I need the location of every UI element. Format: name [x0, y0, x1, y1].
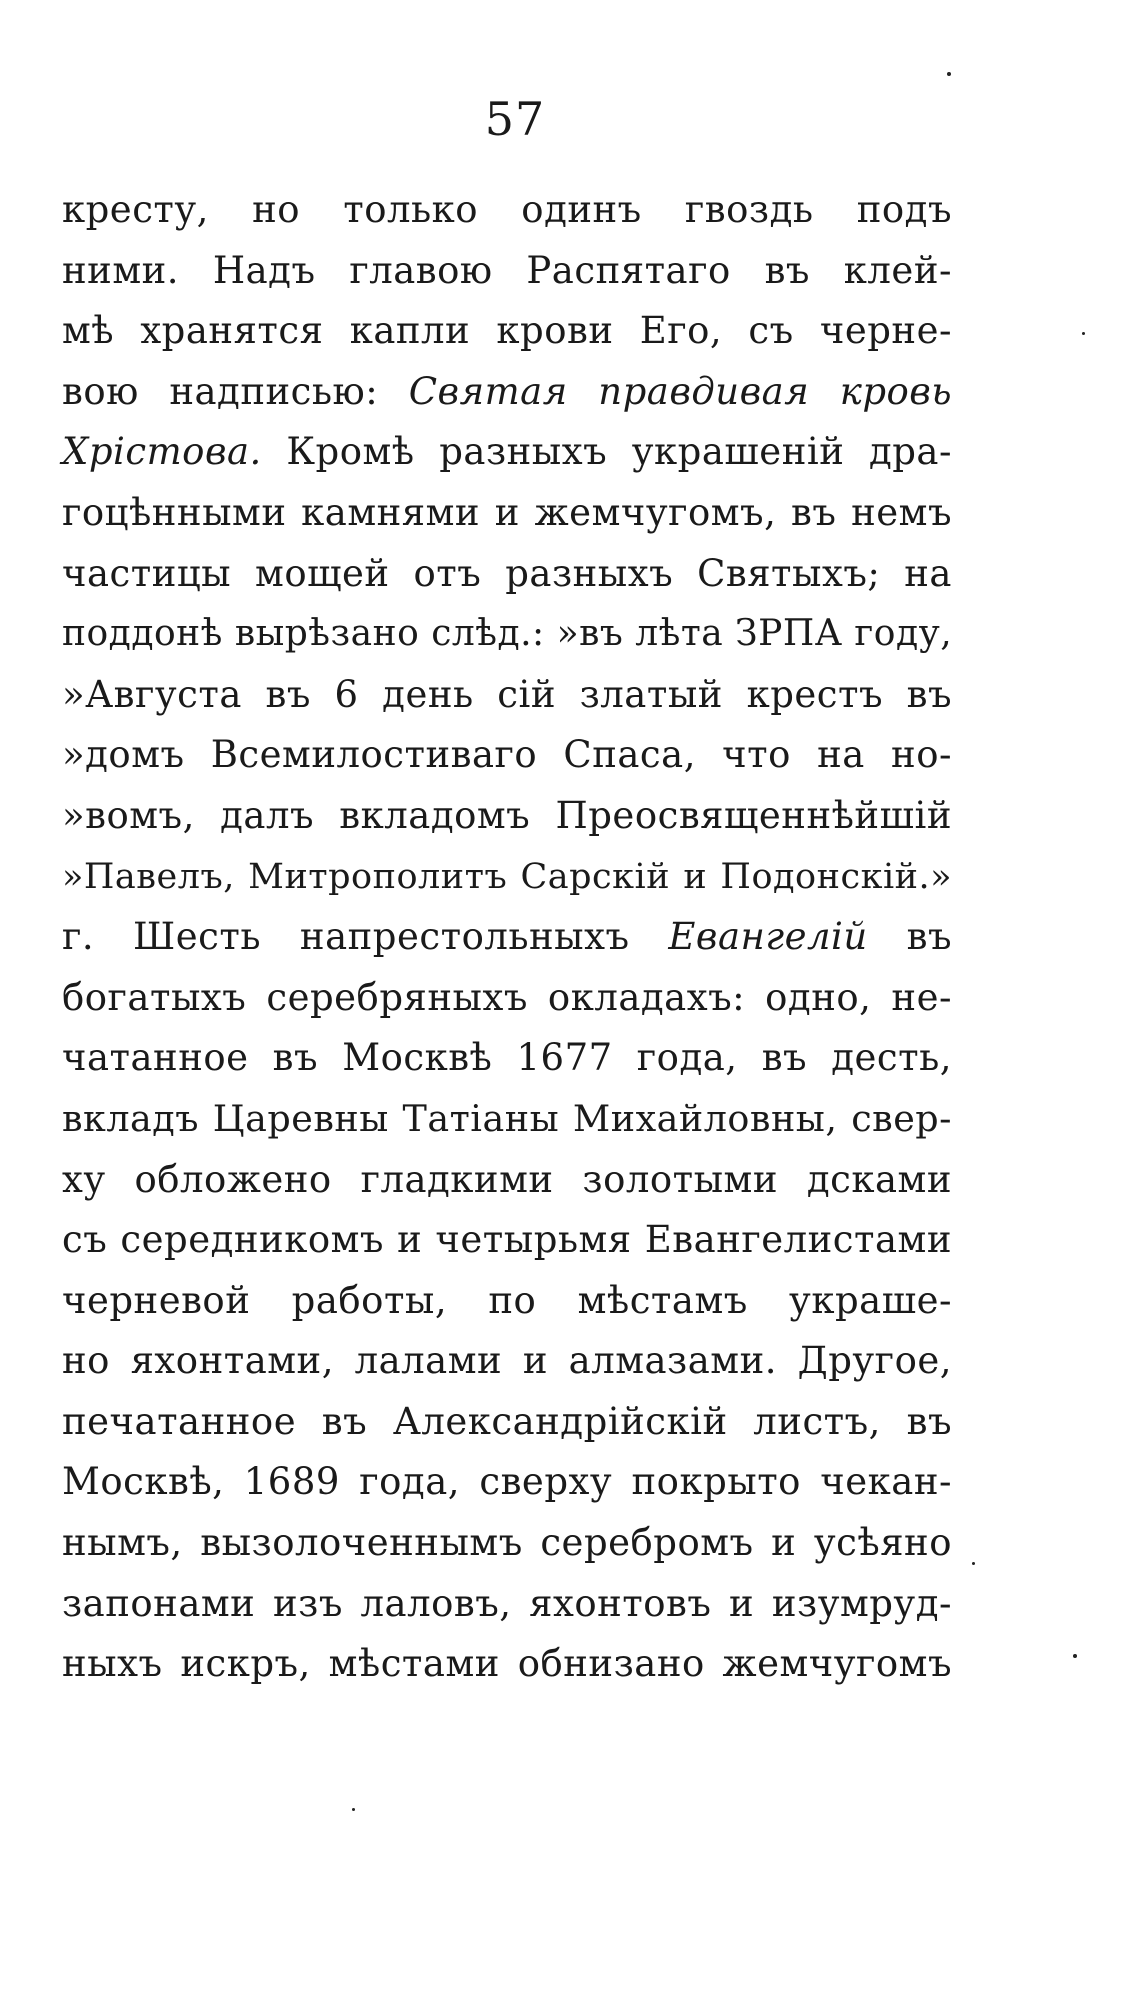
text-line [62, 1089, 952, 1150]
text-line [62, 544, 952, 605]
text-line [62, 1574, 952, 1635]
text-run: чатанное въ Москвѣ 1677 года, въ десть, [62, 1036, 952, 1080]
text-line [62, 1392, 952, 1453]
italic-text-run: Евангелiй [668, 915, 868, 959]
text-run: гоцѣнными камнями и жемчугомъ, въ немъ [62, 490, 952, 534]
text-run: »Августа въ 6 день сiй златый крестъ въ [62, 672, 952, 716]
text-run: но яхонтами, лалами и алмазами. Другое, [62, 1339, 952, 1383]
text-run: печатанное въ Александрiйскiй листъ, въ [62, 1399, 952, 1443]
text-line [62, 665, 952, 726]
print-speck [352, 1808, 355, 1811]
text-run: ху обложено гладкими золотыми дсками [62, 1157, 952, 1201]
text-run: »домъ Всемилостиваго Спаса, что на но- [62, 733, 952, 777]
text-line [62, 786, 952, 847]
text-line [62, 1271, 952, 1332]
text-line [62, 1513, 952, 1574]
text-line [62, 968, 952, 1029]
text-run: вою надписью: [62, 369, 409, 413]
text-run: поддонѣ вырѣзано слѣд.: »въ лѣта ЗРПА году, [62, 613, 953, 655]
text-run: г. Шесть напрестольныхъ [62, 915, 669, 959]
text-run: въ [867, 915, 952, 959]
text-run: нымъ, вызолоченнымъ серебромъ и усѣяно [62, 1521, 952, 1565]
text-line [62, 483, 952, 544]
text-line [62, 1210, 952, 1271]
text-line [62, 362, 952, 423]
text-run: черневой работы, по мѣстамъ украше- [62, 1278, 952, 1322]
text-line [62, 1452, 952, 1513]
italic-text-run: Святая правдивая кровь [408, 369, 952, 413]
text-run: съ середникомъ и четырьмя Евангелистами [62, 1218, 952, 1262]
print-speck [1073, 1654, 1077, 1658]
text-line [62, 1634, 952, 1695]
text-line [62, 180, 952, 241]
text-run: ныхъ искръ, мѣстами обнизано жемчугомъ [62, 1642, 952, 1686]
text-run: »вомъ, далъ вкладомъ Преосвященнѣйшiй [62, 793, 952, 837]
text-run: частицы мощей отъ разныхъ Святыхъ; на [62, 551, 952, 595]
text-line [62, 1150, 952, 1211]
text-line [62, 422, 952, 483]
text-line [62, 907, 952, 968]
text-line [62, 301, 952, 362]
text-line [62, 604, 952, 665]
print-speck [972, 1562, 975, 1565]
text-line [62, 1331, 952, 1392]
page-number: 57 [484, 92, 546, 146]
italic-text-run: Хрiстова. [62, 430, 262, 474]
text-run: Москвѣ, 1689 года, сверху покрыто чекан- [62, 1460, 952, 1504]
text-line [62, 1028, 952, 1089]
body-text [62, 180, 952, 1695]
print-speck [1082, 332, 1085, 335]
text-run: кресту, но только одинъ гвоздь подъ [62, 188, 952, 231]
text-run: богатыхъ серебряныхъ окладахъ: одно, не- [62, 975, 952, 1019]
text-run: вкладъ Царевны Татiаны Михайловны, свер- [62, 1096, 952, 1140]
text-run: »Павелъ, Митрополитъ Сарскiй и Подонскiй.» [62, 856, 952, 897]
text-line [62, 241, 952, 302]
text-run: Кромѣ разныхъ украшенiй дра- [261, 430, 952, 474]
text-run: запонами изъ лаловъ, яхонтовъ и изумруд- [62, 1581, 952, 1625]
text-run: ними. Надъ главою Распятаго въ клей- [62, 248, 952, 292]
text-line [62, 725, 952, 786]
text-line [62, 847, 952, 908]
print-speck [947, 72, 951, 76]
text-run: мѣ хранятся капли крови Его, съ черне- [62, 309, 952, 353]
